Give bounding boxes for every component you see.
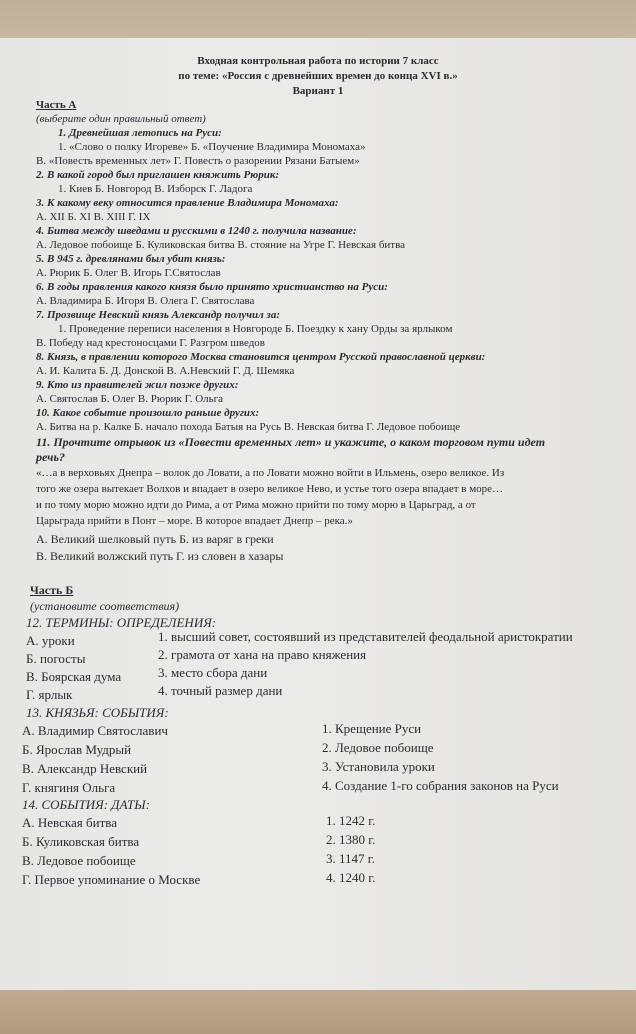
q13-prince-a: А. Владимир Святославич bbox=[22, 723, 168, 738]
question-7: 7. Прозвище Невский князь Александр получил за: bbox=[36, 309, 280, 321]
question-6: 6. В годы правления какого князя было принято христианство на Руси: bbox=[36, 281, 388, 293]
q12-def-4: 4. точный размер дани bbox=[158, 683, 283, 698]
question-5: 5. В 945 г. древлянами был убит князь: bbox=[36, 253, 226, 265]
q12-def-1: 1. высший совет, состоявший из представителей феодальной аристократии bbox=[158, 629, 573, 644]
test-topic: по теме: «Россия с древнейших времен до конца XVI в.» bbox=[178, 70, 458, 82]
q13-event-2: 2. Ледовое побоище bbox=[322, 740, 434, 755]
q13-event-3: 3. Установила уроки bbox=[322, 759, 435, 774]
question-11-options: А. Великий шелковый путь Б. из варяг в греки bbox=[36, 532, 274, 546]
test-title: Входная контрольная работа по истории 7 класс bbox=[197, 55, 439, 67]
part-b-heading: Часть Б bbox=[30, 583, 74, 597]
excerpt-line-1: «…а в верховьях Днепра – волок до Ловати, а по Ловати можно войти в Ильмень, озеро великое. Из bbox=[36, 467, 505, 479]
q14-event-a: А. Невская битва bbox=[22, 815, 117, 830]
question-7-options-2: В. Победу над крестоносцами Г. Разгром шведов bbox=[36, 337, 265, 349]
question-11-cont: речь? bbox=[36, 450, 65, 464]
variant-label: Вариант 1 bbox=[292, 85, 344, 97]
question-12: 12. ТЕРМИНЫ: ОПРЕДЕЛЕНИЯ: bbox=[26, 615, 217, 630]
q14-date-3: 3. 1147 г. bbox=[326, 851, 375, 866]
q13-event-4: 4. Создание 1-го собрания законов на Руси bbox=[322, 778, 559, 793]
q12-term-c: В. Боярская дума bbox=[26, 669, 122, 684]
question-1: 1. Древнейшая летопись на Руси: bbox=[58, 127, 222, 139]
question-8-options: А. И. Калита Б. Д. Донской В. А.Невский Г. Д. Шемяка bbox=[36, 365, 295, 377]
question-4-options: А. Ледовое побоище Б. Куликовская битва В. стояние на Угре Г. Невская битва bbox=[36, 239, 406, 251]
question-9: 9. Кто из правителей жил позже других: bbox=[36, 379, 239, 391]
q12-term-b: Б. погосты bbox=[26, 651, 86, 666]
q14-date-2: 2. 1380 г. bbox=[326, 832, 376, 847]
question-6-options: А. Владимира Б. Игоря В. Олега Г. Святослава bbox=[36, 295, 255, 307]
paper-sheet bbox=[0, 38, 636, 990]
q13-event-1: 1. Крещение Руси bbox=[322, 721, 422, 736]
q13-prince-d: Г. княгиня Ольга bbox=[22, 780, 116, 795]
q14-event-c: В. Ледовое побоище bbox=[22, 853, 136, 868]
part-a-heading: Часть А bbox=[36, 99, 77, 111]
question-7-options: 1. Проведение переписи населения в Новгороде Б. Поездку к хану Орды за ярлыком bbox=[58, 323, 453, 335]
question-13: 13. КНЯЗЬЯ: СОБЫТИЯ: bbox=[26, 705, 169, 720]
question-4: 4. Битва между шведами и русскими в 1240 г. получила название: bbox=[36, 225, 357, 237]
question-11: 11. Прочтите отрывок из «Повести временных лет» и укажите, о каком торговом пути идет bbox=[36, 435, 546, 449]
question-10: 10. Какое событие произошло раньше других: bbox=[36, 407, 260, 419]
question-8: 8. Князь, в правлении которого Москва становится центром Русской православной церкви: bbox=[36, 351, 486, 363]
excerpt-line-2: того же озера вытекает Волхов и впадает в озеро великое Нево, и устье того озера впадает в море… bbox=[36, 483, 504, 495]
q14-event-b: Б. Куликовская битва bbox=[22, 834, 140, 849]
question-10-options: А. Битва на р. Калке Б. начало похода Батыя на Русь В. Невская битва Г. Ледовое побоище bbox=[36, 421, 461, 433]
question-3: 3. К какому веку относится правление Владимира Мономаха: bbox=[36, 197, 339, 209]
q12-def-3: 3. место сбора дани bbox=[158, 665, 268, 680]
q12-term-a: А. уроки bbox=[26, 633, 75, 648]
part-a-instruction: (выберите один правильный ответ) bbox=[36, 113, 206, 125]
q13-prince-c: В. Александр Невский bbox=[22, 761, 148, 776]
question-3-options: А. XII Б. XI В. XIII Г. IX bbox=[36, 211, 151, 223]
question-5-options: А. Рюрик Б. Олег В. Игорь Г.Святослав bbox=[36, 267, 221, 279]
question-1-options: 1. «Слово о полку Игореве» Б. «Поучение Владимира Мономаха» bbox=[58, 141, 366, 153]
q12-def-2: 2. грамота от хана на право княжения bbox=[158, 647, 367, 662]
q14-event-d: Г. Первое упоминание о Москве bbox=[22, 872, 201, 887]
excerpt-line-4: Царьграда прийти в Понт – море. В которое впадает Днепр – река.» bbox=[36, 515, 353, 527]
question-1-options-2: В. «Повесть временных лет» Г. Повесть о разорении Рязани Батыем» bbox=[36, 155, 360, 167]
q14-date-1: 1. 1242 г. bbox=[326, 813, 376, 828]
question-9-options: А. Святослав Б. Олег В. Рюрик Г. Ольга bbox=[36, 393, 224, 405]
excerpt-line-3: и по тому морю можно идти до Рима, а от Рима можно прийти по тому морю в Царьград, а от bbox=[36, 499, 476, 511]
question-14: 14. СОБЫТИЯ: ДАТЫ: bbox=[22, 797, 150, 812]
question-2: 2. В какой город был приглашен княжить Рюрик: bbox=[36, 169, 280, 181]
question-11-options-2: В. Великий волжский путь Г. из словен в хазары bbox=[36, 549, 284, 563]
q14-date-4: 4. 1240 г. bbox=[326, 870, 376, 885]
part-b-instruction: (установите соответствия) bbox=[30, 599, 180, 613]
question-2-options: 1. Киев Б. Новгород В. Изборск Г. Ладога bbox=[58, 183, 253, 195]
q12-term-d: Г. ярлык bbox=[26, 687, 73, 702]
q13-prince-b: Б. Ярослав Мудрый bbox=[22, 742, 132, 757]
